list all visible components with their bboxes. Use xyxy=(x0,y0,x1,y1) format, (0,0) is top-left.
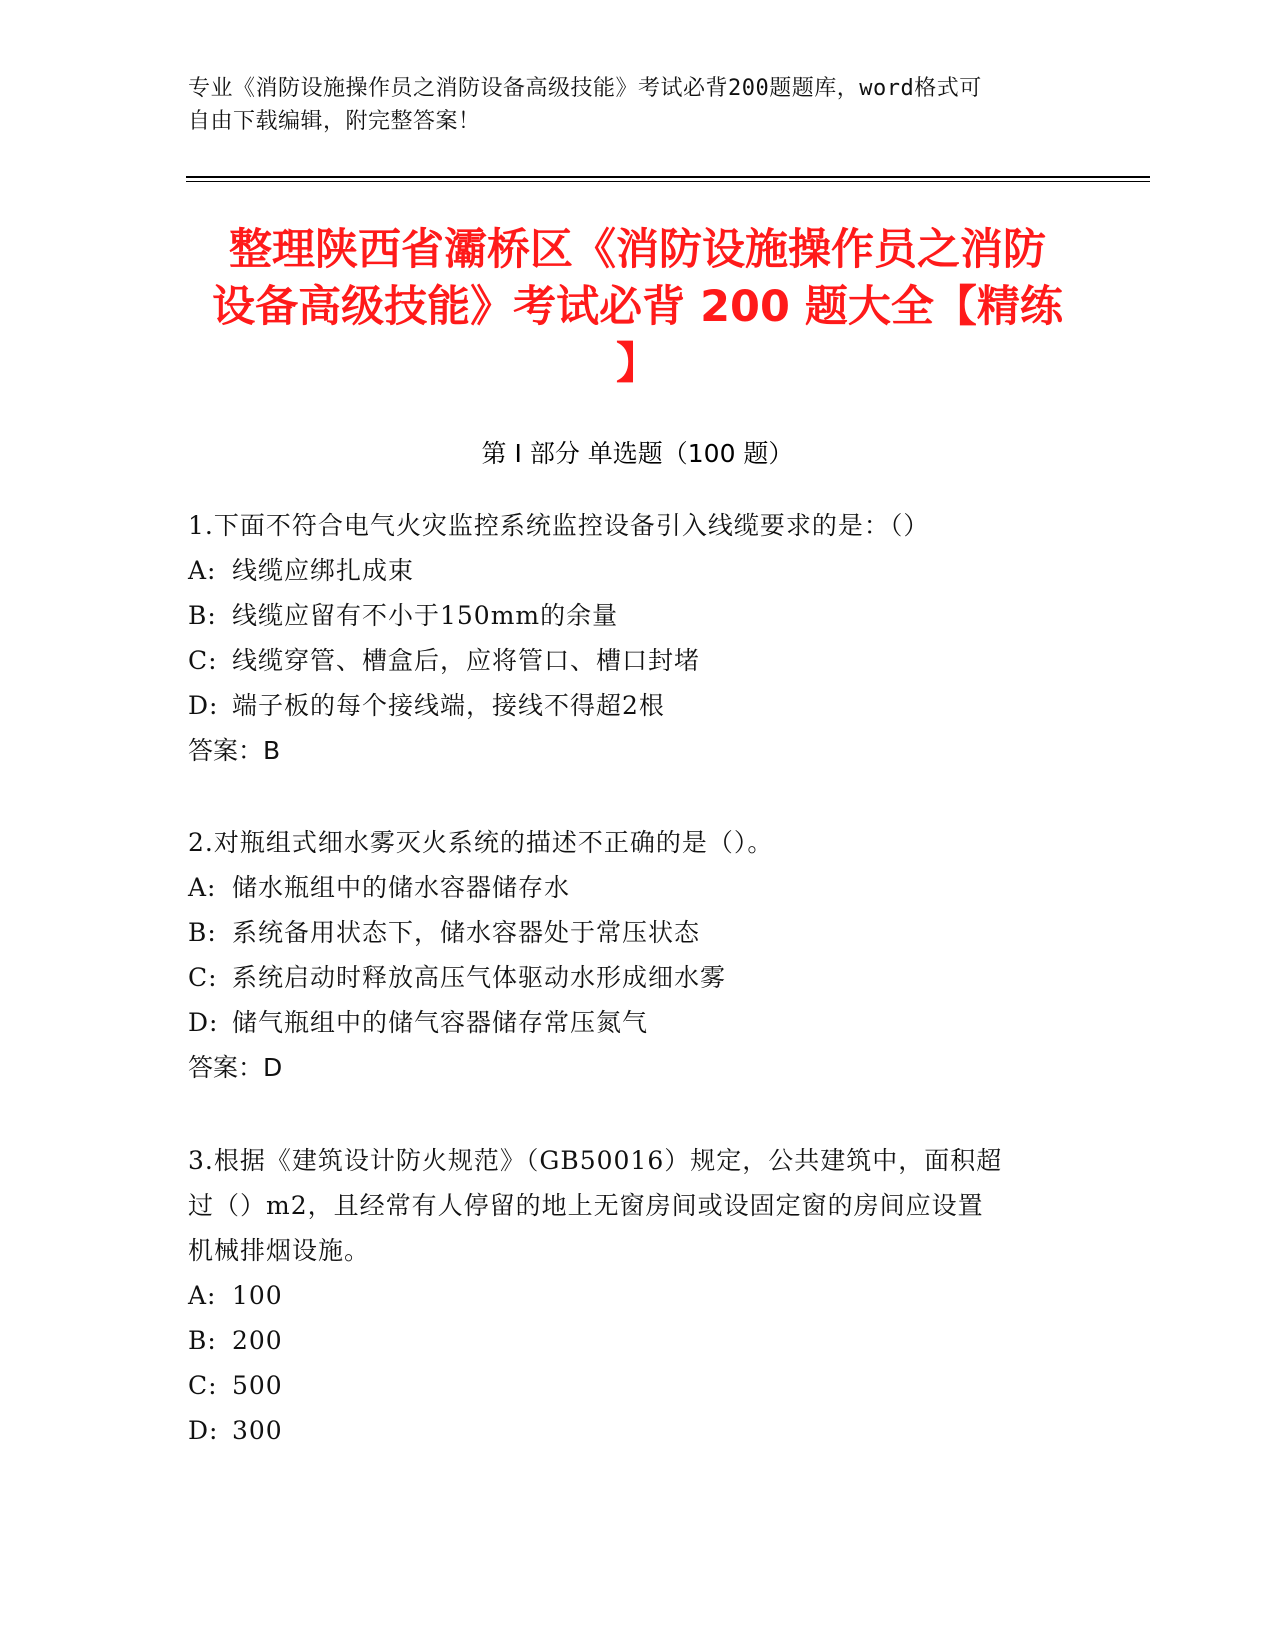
question-2 xyxy=(188,820,1088,1090)
document-title-line-1: 整理陕西省灞桥区《消防设施操作员之消防 xyxy=(229,225,1046,275)
header-note-line-1: 专业《消防设施操作员之消防设备高级技能》考试必背200题题库，word格式可 xyxy=(188,76,982,101)
document-title-line-2: 设备高级技能》考试必背 200 题大全【精练 xyxy=(212,282,1063,332)
option-key: B: xyxy=(188,1326,217,1355)
option-text: 300 xyxy=(232,1416,283,1445)
option-key: D: xyxy=(188,691,219,720)
option-c xyxy=(188,638,1088,683)
option-d xyxy=(188,1408,1088,1453)
option-key: A: xyxy=(188,556,217,585)
option-key: B: xyxy=(188,918,217,947)
option-text: 200 xyxy=(232,1326,283,1355)
option-key: C: xyxy=(188,963,218,992)
option-b xyxy=(188,1318,1088,1363)
option-text: 线缆应留有不小于150mm的余量 xyxy=(232,601,619,630)
option-a xyxy=(188,865,1088,910)
option-a xyxy=(188,1273,1088,1318)
question-1 xyxy=(188,503,1088,773)
option-key: D: xyxy=(188,1008,219,1037)
document-title xyxy=(190,222,1085,393)
option-key: D: xyxy=(188,1416,219,1445)
option-a xyxy=(188,548,1088,593)
option-b xyxy=(188,910,1088,955)
option-text: 系统备用状态下，储水容器处于常压状态 xyxy=(232,918,701,947)
option-b xyxy=(188,593,1088,638)
header-note-line-2: 自由下载编辑，附完整答案！ xyxy=(188,109,481,134)
option-text: 线缆应绑扎成束 xyxy=(232,556,415,585)
option-text: 系统启动时释放高压气体驱动水形成细水雾 xyxy=(232,963,727,992)
option-c xyxy=(188,1363,1088,1408)
option-text: 500 xyxy=(232,1371,283,1400)
answer: 答案：B xyxy=(188,736,281,765)
option-key: A: xyxy=(188,873,217,902)
option-key: C: xyxy=(188,1371,218,1400)
question-3 xyxy=(188,1138,1088,1453)
option-key: C: xyxy=(188,646,218,675)
option-key: B: xyxy=(188,601,217,630)
document-title-line-3: 】 xyxy=(616,339,659,389)
option-d xyxy=(188,683,1088,728)
option-text: 端子板的每个接线端，接线不得超2根 xyxy=(232,691,665,720)
answer: 答案：D xyxy=(188,1053,283,1082)
question-stem: 1.下面不符合电气火灾监控系统监控设备引入线缆要求的是：（） xyxy=(188,511,930,540)
option-text: 100 xyxy=(232,1281,283,1310)
option-text: 线缆穿管、槽盒后，应将管口、槽口封堵 xyxy=(232,646,701,675)
option-key: A: xyxy=(188,1281,217,1310)
option-c xyxy=(188,955,1088,1000)
header-divider-thin xyxy=(186,181,1150,182)
question-stem-line-1: 3.根据《建筑设计防火规范》（GB50016）规定，公共建筑中，面积超 xyxy=(188,1146,1003,1175)
question-stem: 2.对瓶组式细水雾灭火系统的描述不正确的是（）。 xyxy=(188,828,774,857)
option-d xyxy=(188,1000,1088,1045)
section-title: 第 I 部分 单选题（100 题） xyxy=(481,439,794,468)
question-stem-line-3: 机械排烟设施。 xyxy=(188,1236,371,1265)
question-stem-line-2: 过（）m2，且经常有人停留的地上无窗房间或设固定窗的房间应设置 xyxy=(188,1191,984,1220)
header-note xyxy=(188,72,1068,138)
header-divider-thick xyxy=(186,176,1150,178)
option-text: 储水瓶组中的储水容器储存水 xyxy=(232,873,571,902)
option-text: 储气瓶组中的储气容器储存常压氮气 xyxy=(232,1008,649,1037)
